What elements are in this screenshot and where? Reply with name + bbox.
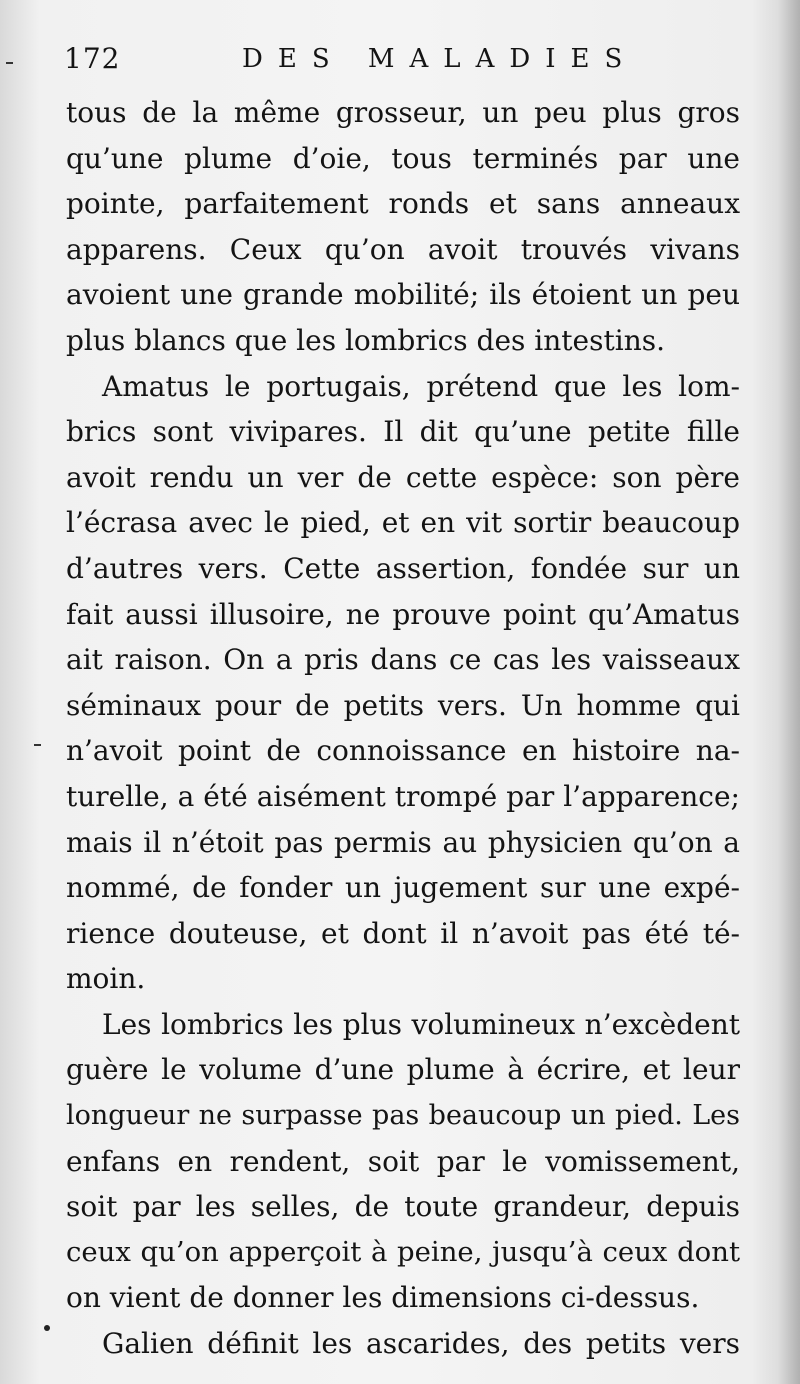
text-line: ait raison. On a pris dans ce cas les vaisseaux [66, 643, 740, 677]
text-line: nommé, de fonder un jugement sur une expé- [66, 871, 740, 905]
text-line: enfans en rendent, soit par le vomissement, [66, 1144, 740, 1178]
text-line: Amatus le portugais, prétend que les lom- [102, 369, 740, 403]
text-line: brics sont vivipares. Il dit qu’une petite fille [66, 415, 740, 449]
text-line: rience douteuse, et dont il n’avoit pas été té- [66, 916, 740, 950]
text-line: n’avoit point de connoissance en histoire na- [66, 734, 740, 768]
text-line: guère le volume d’une plume à écrire, et leur [66, 1053, 740, 1087]
text-line: ceux qu’on apperçoit à peine, jusqu’à ceux dont [66, 1235, 740, 1268]
text-line: pointe, parfaitement ronds et sans anneaux [66, 187, 740, 221]
page-number: 172 [64, 42, 121, 75]
text-line: avoit rendu un ver de cette espèce: son père [66, 460, 740, 494]
text-line: avoient une grande mobilité; ils étoient un peu [66, 278, 740, 312]
text-line: Galien définit les ascarides, des petits vers [102, 1327, 740, 1361]
running-header [64, 40, 744, 80]
text-line: d’autres vers. Cette assertion, fondée sur un [66, 551, 740, 585]
text-line: plus blancs que les lombrics des intestins. [66, 323, 665, 357]
body-text [66, 90, 740, 1367]
text-line: mais il n’étoit pas permis au physicien qu’on a [66, 825, 740, 859]
page-edge-shadow [778, 0, 800, 1384]
text-line: séminaux pour de petits vers. Un homme qui [66, 688, 740, 722]
text-line: fait aussi illusoire, ne prouve point qu’Amatus [66, 597, 740, 631]
text-line: Les lombrics les plus volumineux n’excèdent [102, 1007, 740, 1041]
text-line: apparens. Ceux qu’on avoit trouvés vivans [66, 232, 740, 266]
text-line: turelle, a été aisément trompé par l’apparence; [66, 779, 740, 813]
margin-mark [44, 1325, 50, 1331]
text-line: longueur ne surpasse pas beaucoup un pied. Les [66, 1100, 740, 1132]
text-line: moin. [66, 962, 146, 996]
margin-mark [6, 62, 13, 64]
margin-mark [34, 744, 41, 746]
text-line: qu’une plume d’oie, tous terminés par une [66, 141, 740, 175]
text-line: tous de la même grosseur, un peu plus gros [66, 96, 740, 129]
running-title: DES MALADIES [242, 44, 638, 74]
text-line: soit par les selles, de toute grandeur, depuis [66, 1190, 740, 1224]
text-line: l’écrasa avec le pied, et en vit sortir beaucoup [66, 506, 740, 540]
text-line: on vient de donner les dimensions ci-dessus. [66, 1281, 700, 1315]
